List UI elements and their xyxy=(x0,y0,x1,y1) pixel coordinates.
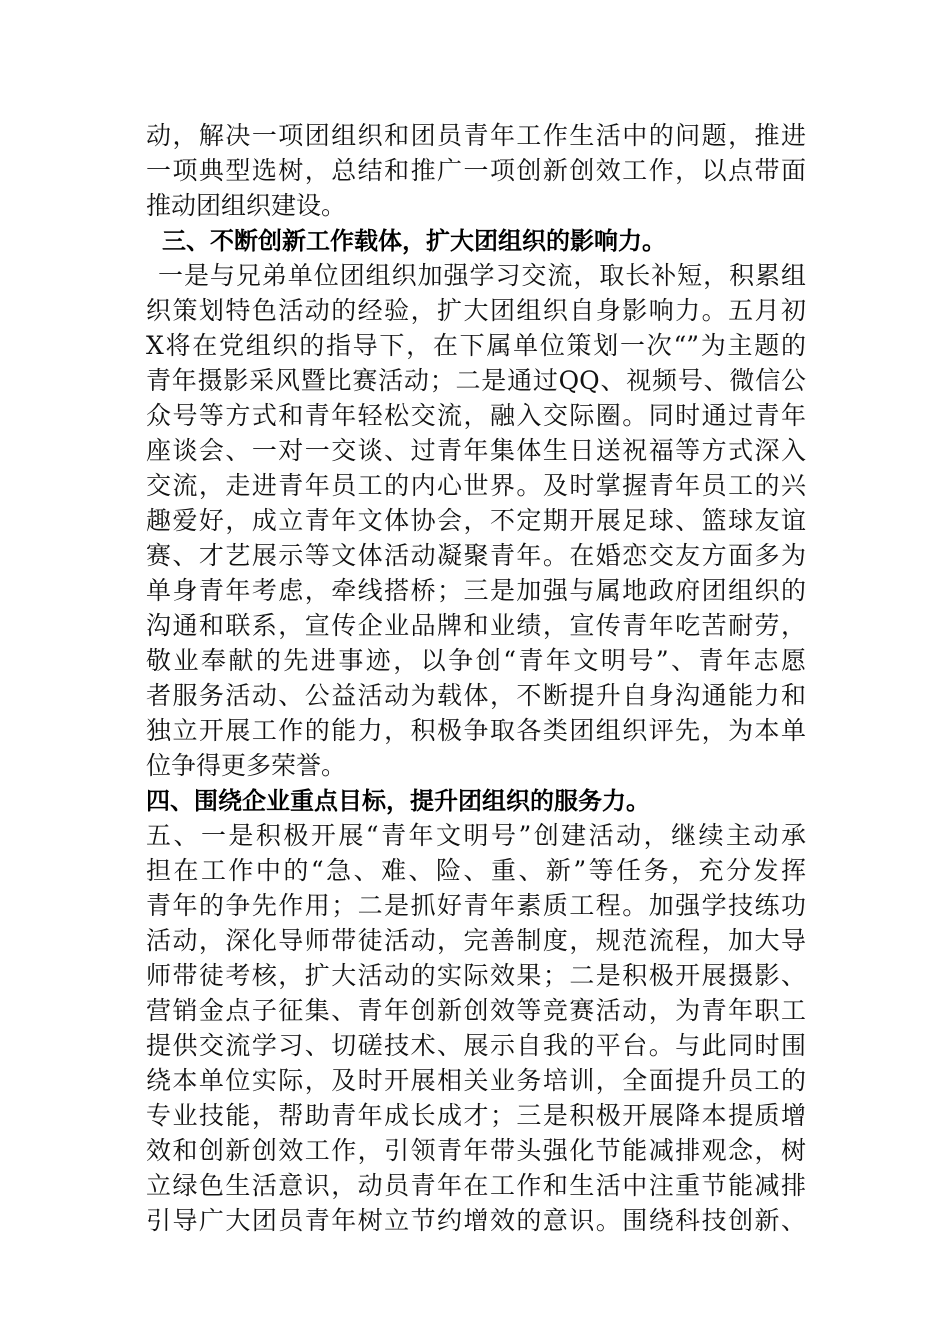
section-heading-3: 三、不断创新工作载体，扩大团组织的影响力。 xyxy=(162,227,666,255)
text-line: 沟通和联系，宣传企业品牌和业绩，宣传青年吃苦耐劳， xyxy=(146,611,806,640)
text-line: 五、一是积极开展“青年文明号”创建活动，继续主动承 xyxy=(146,821,806,850)
text-line: 提供交流学习、切磋技术、展示自我的平台。与此同时围 xyxy=(146,1031,806,1060)
text-line: 一项典型选树，总结和推广一项创新创效工作，以点带面 xyxy=(146,156,806,185)
text-line: 者服务活动、公益活动为载体，不断提升自身沟通能力和 xyxy=(146,681,806,710)
text-line: 推动团组织建设。 xyxy=(146,191,347,220)
text-line: 营销金点子征集、青年创新创效等竞赛活动，为青年职工 xyxy=(146,996,806,1025)
text-line: 敬业奉献的先进事迹，以争创“青年文明号”、青年志愿 xyxy=(146,646,806,675)
text-line: 一是与兄弟单位团组织加强学习交流，取长补短，积累组 xyxy=(158,261,806,290)
text-line: 座谈会、一对一交谈、过青年集体生日送祝福等方式深入 xyxy=(146,436,806,465)
text-line: 引导广大团员青年树立节约增效的意识。围绕科技创新、 xyxy=(146,1206,806,1235)
text-line: 织策划特色活动的经验，扩大团组织自身影响力。五月初 xyxy=(146,296,806,325)
text-line: X将在党组织的指导下，在下属单位策划一次“”为主题的 xyxy=(146,331,806,360)
text-line: 趣爱好，成立青年文体协会，不定期开展足球、篮球友谊 xyxy=(146,506,806,535)
text-line: 交流，走进青年员工的内心世界。及时掌握青年员工的兴 xyxy=(146,471,806,500)
text-line: 赛、才艺展示等文体活动凝聚青年。在婚恋交友方面多为 xyxy=(146,541,806,570)
text-line: 活动，深化导师带徒活动，完善制度，规范流程，加大导 xyxy=(146,926,806,955)
text-line: 担在工作中的“急、难、险、重、新”等任务，充分发挥 xyxy=(146,856,806,885)
text-line: 绕本单位实际，及时开展相关业务培训，全面提升员工的 xyxy=(146,1066,806,1095)
text-line: 青年摄影采风暨比赛活动；二是通过QQ、视频号、微信公 xyxy=(146,366,806,395)
text-line: 位争得更多荣誉。 xyxy=(146,751,347,780)
text-line: 众号等方式和青年轻松交流，融入交际圈。同时通过青年 xyxy=(146,401,806,430)
text-line: 效和创新创效工作，引领青年带头强化节能减排观念，树 xyxy=(146,1136,806,1165)
text-line: 单身青年考虑，牵线搭桥；三是加强与属地政府团组织的 xyxy=(146,576,806,605)
text-line: 专业技能，帮助青年成长成才；三是积极开展降本提质增 xyxy=(146,1101,806,1130)
section-heading-4: 四、围绕企业重点目标，提升团组织的服务力。 xyxy=(146,787,650,815)
text-line: 青年的争先作用；二是抓好青年素质工程。加强学技练功 xyxy=(146,891,806,920)
text-line: 动，解决一项团组织和团员青年工作生活中的问题，推进 xyxy=(146,121,806,150)
text-line: 独立开展工作的能力，积极争取各类团组织评先，为本单 xyxy=(146,716,806,745)
text-line: 师带徒考核，扩大活动的实际效果；二是积极开展摄影、 xyxy=(146,961,806,990)
text-line: 立绿色生活意识，动员青年在工作和生活中注重节能减排 xyxy=(146,1171,806,1200)
